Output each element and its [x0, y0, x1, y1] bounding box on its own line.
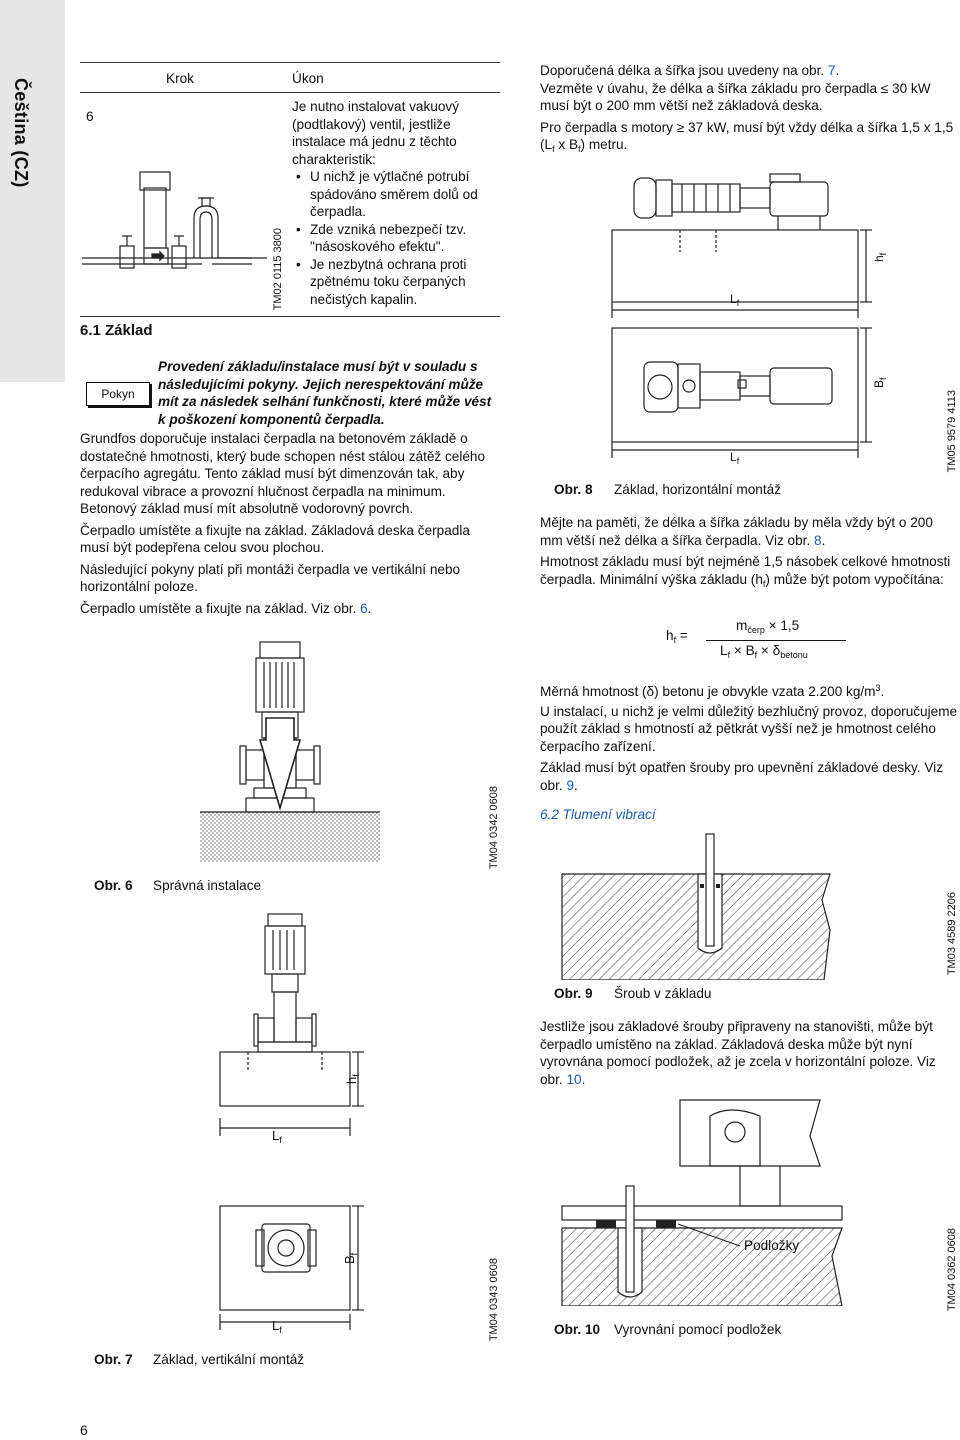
figure-6-label: Obr. 6: [94, 878, 133, 893]
figure-8-code: TM05 9579 4113: [946, 390, 958, 473]
table-top-rule: [80, 62, 500, 63]
figure-link-6[interactable]: 6: [360, 600, 368, 616]
right-para-density: Měrná hmotnost (δ) betonu je obvykle vzata 2.200 $kg/m^3$.: [540, 683, 885, 699]
step-intro: Je nutno instalovat vakuový (podtlakový) ventil, jestliže instalace má jednu z těchto charakteristik:: [292, 99, 460, 167]
figure-6-caption: Správná instalace: [153, 878, 262, 893]
figure-9-bolt-drawing: [560, 830, 840, 980]
fig8-height-label: $h_f$: [872, 252, 888, 262]
pokyn-badge: [86, 382, 150, 406]
table-header-rule: [80, 92, 500, 93]
fig7-length-label-plan: $L_f$: [272, 1318, 282, 1335]
right-para-ref-10: Jestliže jsou základové šrouby připraveny na stanovišti, může být čerpadlo umístěno na základ. Základová deska může být nyní vyrovnána pomocí podložek, až je zcela v horizontální poloze. Viz obr. 10.: [540, 1019, 936, 1087]
figure-7-foundation-drawing: [218, 912, 398, 1332]
fig7-length-label: $L_f$: [272, 1128, 282, 1145]
figure-link-10[interactable]: 10: [566, 1071, 582, 1087]
body-paragraph-ref: Čerpadlo umístěte a fixujte na základ. Viz obr. 6.: [80, 600, 372, 616]
body-paragraph: Čerpadlo umístěte a fixujte na základ. Základová deska čerpadla musí být podepřena celou svou plochou.: [80, 522, 470, 555]
fig8-length-label-plan: $L_f$: [730, 450, 740, 466]
figure-link-7[interactable]: 7: [827, 63, 836, 78]
right-para-ref-9: Základ musí být opatřen šrouby pro upevnění základové desky. Viz obr. 9.: [540, 760, 943, 793]
figure-10-label: Obr. 10: [554, 1322, 601, 1337]
right-para-ref-8: Mějte na paměti, že délka a šířka základu by měla vždy být o 200 mm větší než délka a šířka čerpadla. Viz obr. 8.: [540, 515, 933, 548]
fig7-height-label: $h_f$: [344, 1074, 361, 1084]
step-bullet: • U nichž je výtlačné potrubí spádováno směrem dolů od čerpadla.: [310, 168, 500, 221]
step-bullet: • Zde vzniká nebezpečí tzv. "násoskového efektu".: [310, 221, 500, 256]
vacuum-valve-diagram: [82, 168, 272, 278]
table-bottom-rule: [80, 316, 500, 317]
table-figure-code: TM02 0115 3800: [272, 228, 284, 311]
section-link-6-2[interactable]: 6.2 Tlumení vibrací: [540, 807, 656, 822]
fig10-callout-shims: Podložky: [744, 1238, 800, 1253]
pokyn-text: Provedení základu/instalace musí být v souladu s následujícími pokyny. Jejich nerespektování může mít za následek selhání funkčnosti, které může vést k poškození komponentů čerpadla.: [158, 359, 492, 427]
language-tab-label: Čeština (CZ): [11, 78, 31, 188]
formula-fraction-bar: [706, 640, 846, 641]
section-heading-6-1: 6.1 Základ: [80, 322, 153, 339]
formula-lhs: $h_f$ =: [666, 628, 688, 645]
right-para: Vezměte v úvahu, že délka a šířka základu pro čerpadla ≤ 30 kW musí být o 200 mm větší než základová deska.: [540, 80, 931, 113]
figure-9-code: TM03 4589 2206: [946, 892, 958, 976]
right-para-silent: U instalací, u nichž je velmi důležitý bezhlučný provoz, doporučujeme použít základ s hmotností až pětkrát vyšší než je hmotnost celého čerpacího zařízení.: [540, 703, 958, 754]
fig8-width-label: $B_f$: [872, 377, 888, 388]
figure-6-pump-drawing: [200, 640, 380, 870]
fig7-width-label: $B_f$: [342, 1252, 359, 1264]
figure-6-code: TM04 0342 0608: [488, 786, 500, 870]
figure-8-caption: Základ, horizontální montáž: [614, 482, 781, 497]
figure-link-8[interactable]: 8: [814, 532, 822, 548]
figure-8-horizontal-drawing: [610, 168, 900, 468]
step-bullet: • Je nezbytná ochrana proti zpětnému toku čerpaných nečistých kapalin.: [310, 256, 500, 309]
step-bullets: [292, 168, 500, 308]
figure-9-caption: Šroub v základu: [614, 986, 712, 1001]
page-number: 6: [80, 1422, 88, 1438]
figure-10-caption: Vyrovnání pomocí podložek: [614, 1322, 782, 1337]
language-side-tab: [0, 0, 65, 382]
figure-8-label: Obr. 8: [554, 482, 593, 497]
formula-numerator: $m_{čerp} \times 1,5$: [736, 618, 800, 635]
figure-link-9[interactable]: 9: [566, 777, 575, 793]
figure-7-caption: Základ, vertikální montáž: [153, 1352, 305, 1367]
figure-7-label: Obr. 7: [94, 1352, 133, 1367]
right-para-ref-7: Doporučená délka a šířka jsou uvedeny na obr. 7.: [540, 63, 840, 78]
formula-denominator: $L_f \times B_f \times \delta_{betonu}$: [720, 643, 808, 660]
figure-9-label: Obr. 9: [554, 986, 593, 1001]
figure-10-shims-drawing: [560, 1096, 860, 1306]
pokyn-label: Pokyn: [101, 387, 135, 401]
right-para-mass: Hmotnost základu musí být nejméně 1,5 násobek celkové hmotnosti čerpadla. Minimální výška základu $(h_f)$ může být potom vypočítána:: [540, 554, 951, 589]
right-para-motors: Pro čerpadla s motory ≥ 37 kW, musí být vždy délka a šířka 1,5 x 1,5 ($L_f$ x $B_f$) metru.: [540, 119, 954, 154]
body-paragraph: Následující pokyny platí při montáži čerpadla ve vertikální nebo horizontální poloze.: [80, 561, 461, 594]
figure-7-code: TM04 0343 0608: [488, 1258, 500, 1342]
fig8-length-label: $L_f$: [730, 292, 740, 308]
table-header-ukon: Úkon: [292, 71, 324, 86]
table-header-krok: Krok: [166, 71, 194, 86]
body-paragraph: Grundfos doporučuje instalaci čerpadla na betonovém základě o dostatečné hmotnosti, který bude schopen nést stálou zátěž celého čerpacího agregátu. Tento základ musí být dimenzován tak, aby redukoval vibrace a provozní hlučnost čerpadla na minimum. Betonový základ musí mít absolutně vodorovný povrch.: [80, 431, 486, 516]
step-number: 6: [86, 109, 94, 124]
figure-10-code: TM04 0362 0608: [946, 1228, 958, 1312]
